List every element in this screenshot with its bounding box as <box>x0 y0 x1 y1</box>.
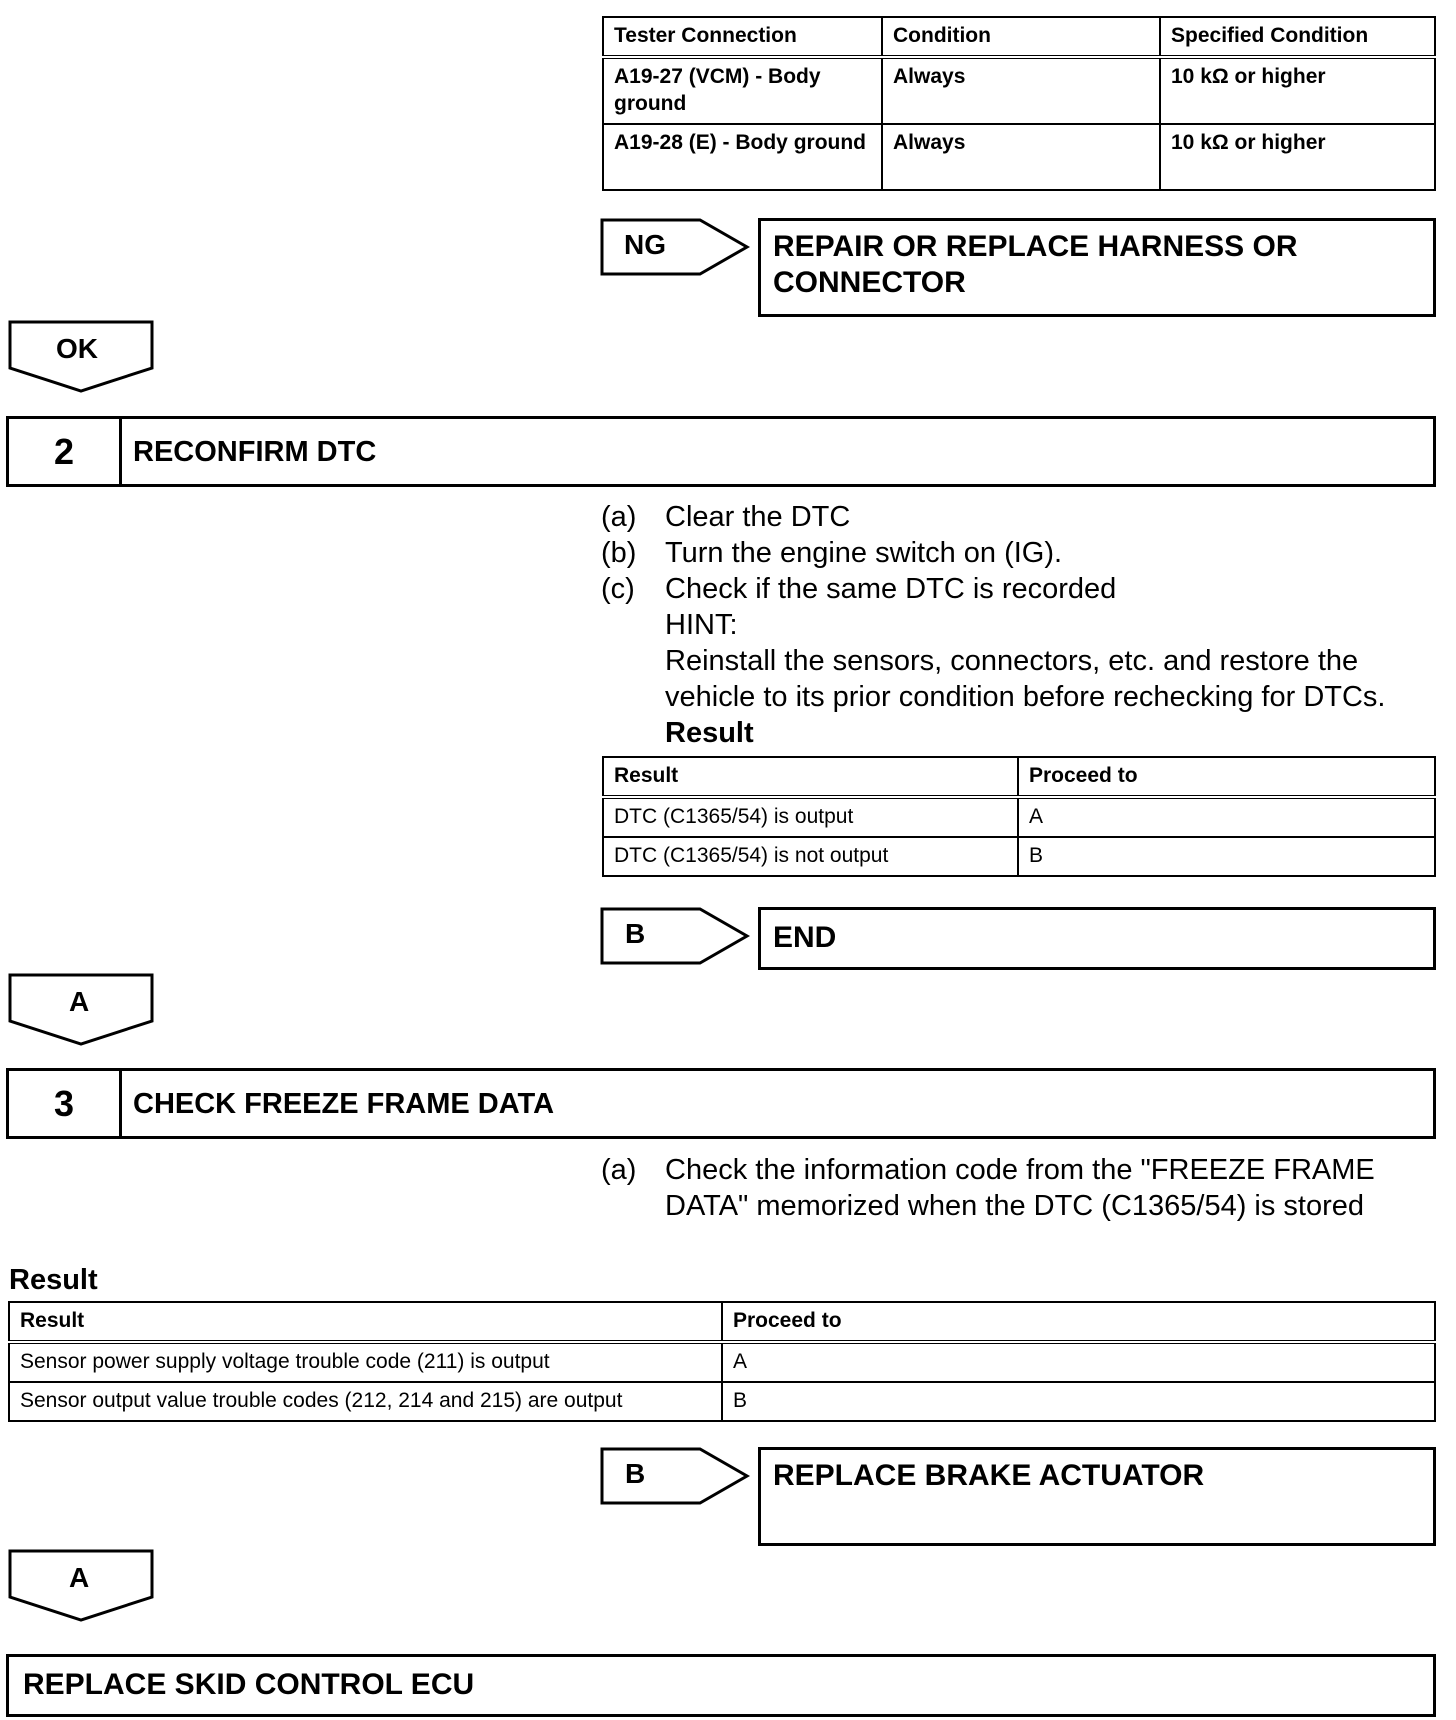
ng-action-box <box>758 218 1436 317</box>
step-divider <box>119 419 122 484</box>
hint-label: HINT: <box>665 609 738 641</box>
table-row <box>603 57 1435 124</box>
step-3-header <box>6 1068 1436 1139</box>
table-row <box>603 797 1435 837</box>
header-tester-connection: Tester Connection <box>603 17 882 57</box>
cell-result: Sensor power supply voltage trouble code (211) is output <box>9 1342 722 1382</box>
header-specified-condition: Specified Condition <box>1160 17 1435 57</box>
step-3-a-tag-label: A <box>69 1562 90 1593</box>
header-condition: Condition <box>882 17 1160 57</box>
step-3-b-tag-label: B <box>625 1458 646 1489</box>
header-result: Result <box>603 757 1018 797</box>
step-3-title: CHECK FREEZE FRAME DATA <box>133 1088 555 1120</box>
step-2-title: RECONFIRM DTC <box>133 436 377 468</box>
ok-tag-label: OK <box>56 333 98 364</box>
header-proceed-to: Proceed to <box>722 1302 1435 1342</box>
ng-action-text: REPAIR OR REPLACE HARNESS OR CONNECTOR <box>773 230 1298 299</box>
table-row <box>603 837 1435 876</box>
final-action-text: REPLACE SKID CONTROL ECU <box>23 1668 475 1701</box>
step-3-number: 3 <box>53 1083 75 1124</box>
step-2-b-tag-label: B <box>625 918 646 949</box>
step-3-b-arrow-tag <box>600 1447 750 1507</box>
cell-condition: Always <box>882 57 1160 124</box>
ng-tag-label: NG <box>624 229 666 260</box>
header-proceed-to: Proceed to <box>1018 757 1435 797</box>
step-2-item-c: (c) Check if the same DTC is recorded <box>601 573 1117 605</box>
cell-specified-condition: 10 kΩ or higher <box>1160 57 1435 124</box>
table-header-row <box>603 17 1435 57</box>
cell-result: DTC (C1365/54) is output <box>603 797 1018 837</box>
cell-result: DTC (C1365/54) is not output <box>603 837 1018 876</box>
step-divider <box>119 1071 122 1136</box>
cell-proceed-to: B <box>722 1382 1435 1421</box>
step-3-item-a: (a) Check the information code from the "FREEZE FRAME <box>601 1154 1375 1186</box>
step-2-item-a: (a) Clear the DTC <box>601 501 851 533</box>
step-2-item-b: (b) Turn the engine switch on (IG). <box>601 537 1063 569</box>
ng-arrow-tag <box>600 218 750 278</box>
step-2-b-arrow-tag <box>600 907 750 967</box>
table-row <box>9 1342 1435 1382</box>
header-result: Result <box>9 1302 722 1342</box>
cell-condition: Always <box>882 124 1160 190</box>
tester-connection-table <box>602 16 1436 191</box>
cell-specified-condition: 10 kΩ or higher <box>1160 124 1435 190</box>
cell-result: Sensor output value trouble codes (212, 214 and 215) are output <box>9 1382 722 1421</box>
step-2-b-action-box <box>758 907 1436 970</box>
hint-text-line-1: Reinstall the sensors, connectors, etc. and restore the <box>665 645 1359 677</box>
step-2-number: 2 <box>53 431 75 472</box>
table-row <box>9 1382 1435 1421</box>
step-3-result-heading: Result <box>9 1264 98 1296</box>
final-action-box <box>6 1654 1436 1717</box>
step-2-result-table <box>602 756 1436 877</box>
step-3-b-action-text: REPLACE BRAKE ACTUATOR <box>773 1459 1205 1492</box>
cell-tester-connection: A19-28 (E) - Body ground <box>603 124 882 190</box>
step-3-item-a-line-2: DATA" memorized when the DTC (C1365/54) is stored <box>665 1190 1365 1222</box>
cell-proceed-to: A <box>1018 797 1435 837</box>
step-2-a-tag-label: A <box>69 986 90 1017</box>
step-2-b-action-text: END <box>773 921 837 954</box>
table-header-row <box>603 757 1435 797</box>
step-2-header <box>6 416 1436 487</box>
step-3-b-action-box <box>758 1447 1436 1546</box>
step-2-result-heading: Result <box>665 717 754 749</box>
table-row <box>603 124 1435 190</box>
cell-tester-connection: A19-27 (VCM) - Body ground <box>603 57 882 124</box>
table-header-row <box>9 1302 1435 1342</box>
cell-proceed-to: A <box>722 1342 1435 1382</box>
hint-text-line-2: vehicle to its prior condition before rechecking for DTCs. <box>665 681 1386 713</box>
step-3-result-table <box>8 1301 1436 1422</box>
cell-proceed-to: B <box>1018 837 1435 876</box>
